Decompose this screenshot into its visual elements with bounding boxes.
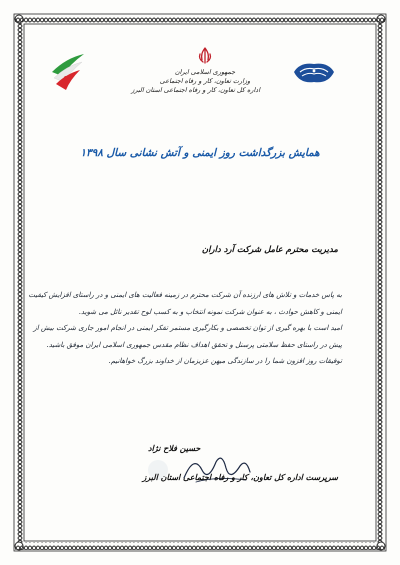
header-line-country: جمهوری اسلامی ایران [174, 68, 236, 76]
recipient-line: مدیریت محترم عامل شرکت آرد داران [201, 245, 338, 255]
signatory-name: حسین فلاح نژاد [148, 443, 201, 453]
header-line-office: اداره کل تعاون، کار و رفاه اجتماعی استان البرز [131, 86, 260, 94]
handwritten-signature [176, 448, 256, 490]
body-paragraph: توفیقات روز افزون شما را در سازندگی میهن عزیزمان از خداوند بزرگ خواهانیم. [108, 357, 342, 365]
letterhead [131, 46, 260, 95]
iran-emblem-icon [195, 46, 215, 66]
flag-wave-logo-icon [48, 52, 88, 98]
body-paragraph: پیش در راستای حفظ سلامتی پرسنل و تحقق اهداف نظام مقدس جمهوری اسلامی ایران موفق باشید. [46, 340, 342, 349]
event-title: همایش بزرگداشت روز ایمنی و آتش نشانی سال ۱۳۹۸ [80, 147, 320, 159]
ministry-logo-icon [290, 58, 338, 90]
body-paragraph: به پاس خدمات و تلاش های ارزنده آن شرکت محترم در زمینه فعالیت های ایمنی و در راستای افزایش کیفیت [28, 291, 342, 299]
body-paragraph: ایمنی و کاهش حوادث ، به عنوان شرکت نمونه انتخاب و به کسب لوح تقدیر نائل می شوید. [78, 307, 342, 316]
signatory-title: سرپرست اداره کل تعاون، کار و رفاه اجتماعی استان البرز [142, 472, 338, 482]
header-line-ministry: وزارت تعاون، کار و رفاه اجتماعی [159, 77, 251, 85]
certificate-body [28, 287, 342, 370]
body-paragraph: امید است با بهره گیری از توان تخصصی و بکارگیری مستمر تفکر ایمنی در انجام امور جاری شرکت بیش از [33, 324, 342, 332]
